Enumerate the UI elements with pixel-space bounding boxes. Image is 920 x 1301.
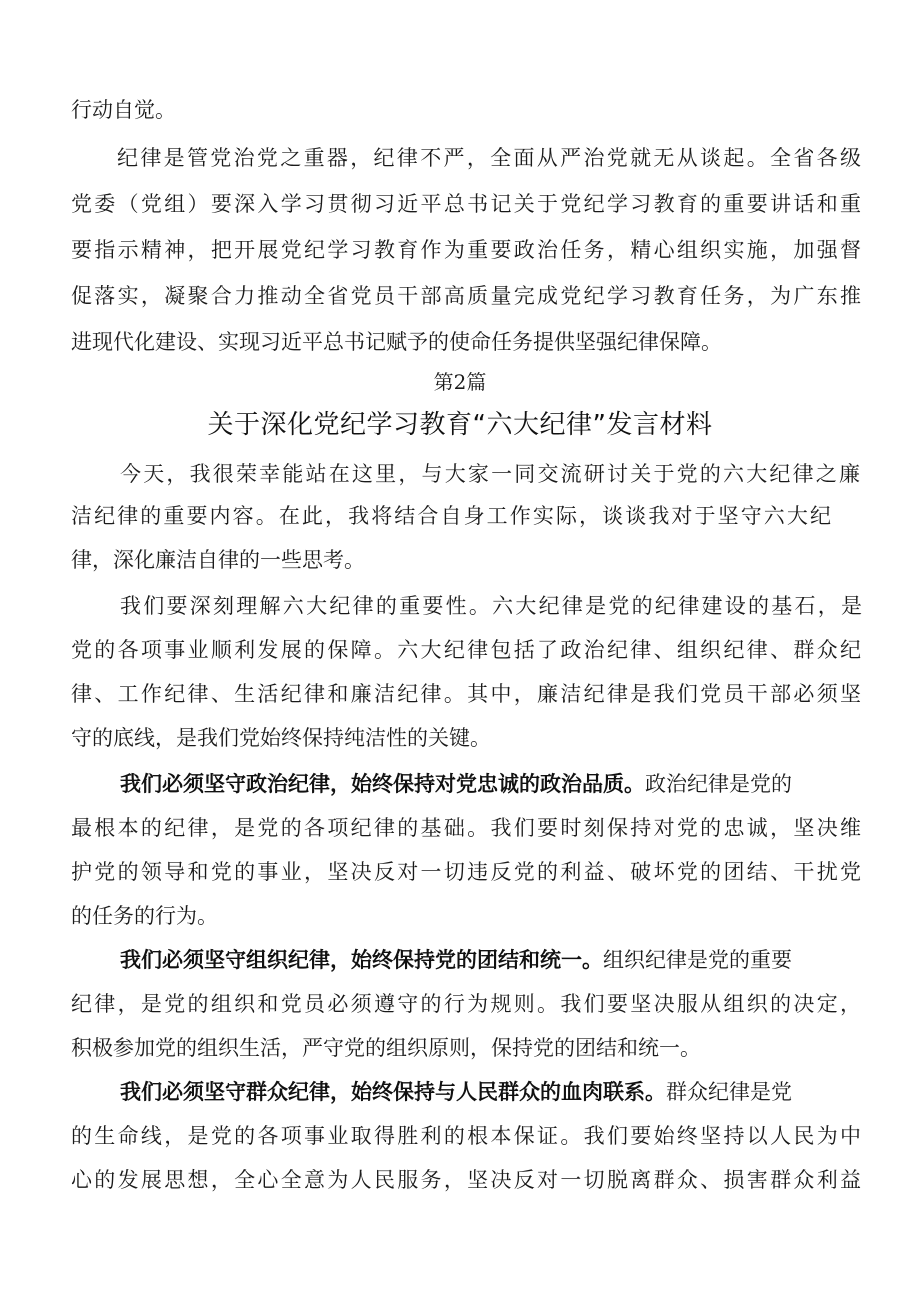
paragraph-line: 律，深化廉洁自律的一些思考。 — [71, 548, 365, 572]
paragraph-line: 行动自觉。 — [71, 98, 176, 122]
paragraph-line: 的生命线，是党的各项事业取得胜利的根本保证。我们要始终坚持以人民为中 — [71, 1124, 861, 1148]
paragraph-line: 进现代化建设、实现习近平总书记赋予的使命任务提供坚强纪律保障。 — [71, 330, 722, 354]
paragraph-first-line — [120, 1078, 862, 1106]
section-label: 第2篇 — [433, 370, 487, 394]
bold-lead: 我们必须坚守群众纪律，始终保持与人民群众的血肉联系。 — [120, 1080, 666, 1104]
paragraph-line: 护党的领导和党的事业，坚决反对一切违反党的利益、破坏党的团结、干扰党 — [71, 860, 861, 884]
paragraph-line: 律、工作纪律、生活纪律和廉洁纪律。其中，廉洁纪律是我们党员干部必须坚 — [71, 682, 861, 706]
paragraph-line: 党的各项事业顺利发展的保障。六大纪律包括了政治纪律、组织纪律、群众纪 — [71, 638, 861, 662]
paragraph-line: 党委（党组）要深入学习贯彻习近平总书记关于党纪学习教育的重要讲话和重 — [71, 192, 861, 216]
paragraph-line: 纪律，是党的组织和党员必须遵守的行为规则。我们要坚决服从组织的决定， — [71, 992, 861, 1016]
bold-lead: 我们必须坚守政治纪律，始终保持对党忠诚的政治品质。 — [120, 772, 645, 796]
document-title: 关于深化党纪学习教育“六大纪律”发言材料 — [207, 410, 713, 440]
paragraph-line: 守的底线，是我们党始终保持纯洁性的关键。 — [71, 726, 491, 750]
bold-lead: 我们必须坚守组织纪律，始终保持党的团结和统一。 — [120, 948, 603, 972]
paragraph-first-line — [120, 946, 862, 974]
paragraph-line: 促落实，凝聚合力推动全省党员干部高质量完成党纪学习教育任务，为广东推 — [71, 284, 861, 308]
paragraph-line: 的任务的行为。 — [71, 904, 218, 928]
paragraph-line: 洁纪律的重要内容。在此，我将结合自身工作实际，谈谈我对于坚守六大纪 — [71, 504, 831, 528]
paragraph-line: 纪律是管党治党之重器，纪律不严，全面从严治党就无从谈起。全省各级 — [117, 146, 861, 170]
paragraph-line: 我们要深刻理解六大纪律的重要性。六大纪律是党的纪律建设的基石，是 — [120, 594, 862, 618]
paragraph-text: 群众纪律是党 — [666, 1080, 792, 1104]
paragraph-first-line — [120, 770, 862, 798]
paragraph-text: 政治纪律是党的 — [645, 772, 792, 796]
paragraph-line: 积极参加党的组织生活，严守党的组织原则，保持党的团结和统一。 — [71, 1036, 701, 1060]
paragraph-line: 要指示精神，把开展党纪学习教育作为重要政治任务，精心组织实施，加强督 — [71, 238, 861, 262]
paragraph-line: 心的发展思想，全心全意为人民服务，坚决反对一切脱离群众、损害群众利益 — [71, 1168, 861, 1192]
paragraph-text: 组织纪律是党的重要 — [603, 948, 792, 972]
paragraph-line: 今天，我很荣幸能站在这里，与大家一同交流研讨关于党的六大纪律之廉 — [120, 462, 860, 486]
paragraph-line: 最根本的纪律，是党的各项纪律的基础。我们要时刻保持对党的忠诚，坚决维 — [71, 816, 861, 840]
